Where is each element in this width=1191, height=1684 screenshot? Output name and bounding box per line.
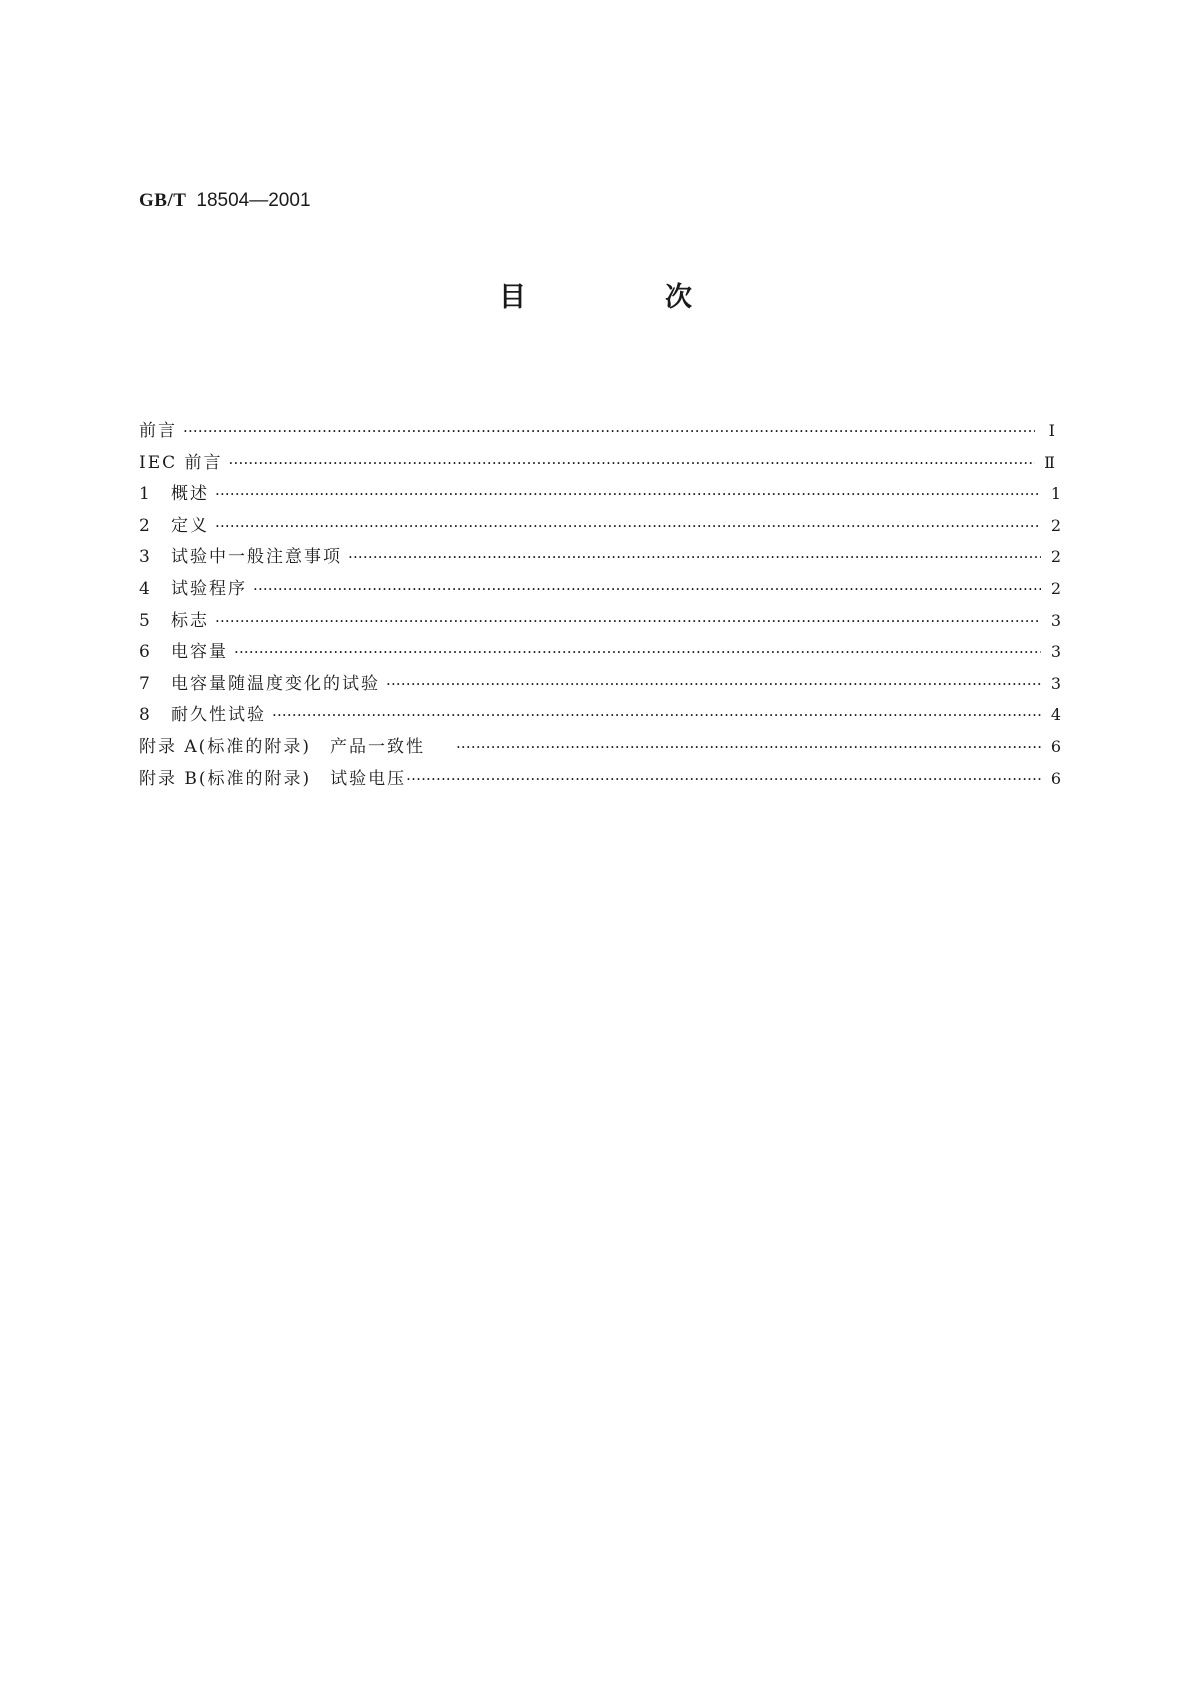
- toc-entry[interactable]: [139, 482, 1061, 514]
- toc-entry[interactable]: [139, 703, 1061, 735]
- toc-entry[interactable]: [139, 767, 1061, 799]
- toc-title: 目 次: [499, 282, 748, 313]
- toc-entry-page: 2: [1050, 547, 1061, 567]
- toc-entry-number: 5: [139, 610, 150, 631]
- toc-entry-leader: [348, 545, 1041, 569]
- toc-entry-label: 电容量随温度变化的试验: [171, 673, 380, 694]
- toc-entry-number: 7: [139, 673, 150, 694]
- toc-entry-page: Ⅰ: [1048, 421, 1055, 440]
- toc-entry-number: 1: [139, 484, 150, 505]
- toc-entry-page: Ⅱ: [1044, 452, 1055, 472]
- toc-entry-label: 耐久性试验: [171, 705, 266, 726]
- toc-entry-number: 3: [139, 547, 150, 568]
- toc-entry-label: 定义: [171, 515, 209, 536]
- toc-entry-page: 3: [1050, 673, 1061, 693]
- toc-entry[interactable]: [139, 640, 1061, 672]
- toc-entry-leader: [215, 514, 1041, 538]
- toc-entry[interactable]: [139, 577, 1061, 609]
- toc-entry-leader: [456, 735, 1041, 759]
- toc-entry-label: 附录 A(标准的附录) 产品一致性: [139, 736, 444, 757]
- toc-entry-leader: [272, 703, 1041, 727]
- table-of-contents: [139, 419, 1061, 798]
- toc-entry-label: 概述: [171, 484, 209, 505]
- toc-entry-page: 3: [1050, 610, 1061, 630]
- toc-entry-page: 4: [1050, 705, 1061, 725]
- standard-code-number: 18504—2001: [196, 190, 311, 211]
- toc-entry-page: 6: [1050, 768, 1061, 788]
- toc-entry-leader: [229, 451, 1035, 475]
- toc-entry-label: 附录 B(标准的附录) 试验电压: [139, 768, 407, 789]
- toc-entry[interactable]: [139, 419, 1061, 451]
- toc-entry-page: 2: [1050, 578, 1061, 598]
- toc-entry-page: 6: [1050, 736, 1061, 756]
- toc-entry[interactable]: [139, 451, 1061, 483]
- toc-entry[interactable]: [139, 514, 1061, 546]
- toc-entry-page: 3: [1050, 642, 1061, 662]
- toc-entry-leader: [386, 672, 1041, 696]
- toc-entry-number: 2: [139, 515, 150, 536]
- toc-entry-leader: [253, 577, 1041, 601]
- toc-entry-page: 2: [1050, 515, 1061, 535]
- toc-entry-label: 标志: [171, 610, 209, 631]
- standard-code-prefix: GB/T: [139, 190, 187, 211]
- toc-entry[interactable]: [139, 545, 1061, 577]
- toc-entry-number: 6: [139, 642, 150, 663]
- toc-entry[interactable]: [139, 735, 1061, 767]
- standard-code: [139, 188, 311, 213]
- toc-entry-number: 8: [139, 705, 150, 726]
- toc-entry-label: 试验程序: [171, 578, 247, 599]
- toc-entry-label: IEC 前言: [139, 452, 223, 473]
- toc-entry-leader: [234, 640, 1041, 664]
- toc-entry-leader: [215, 482, 1041, 506]
- toc-entry-leader: [215, 609, 1041, 633]
- toc-entry-label: 电容量: [171, 642, 228, 663]
- toc-entry-number: 4: [139, 578, 150, 599]
- toc-entry-page: 1: [1050, 484, 1061, 504]
- toc-entry[interactable]: [139, 609, 1061, 641]
- toc-entry-label: 前言: [139, 421, 177, 441]
- toc-entry-leader: [183, 419, 1035, 443]
- toc-entry-leader: [406, 767, 1041, 791]
- toc-entry[interactable]: [139, 672, 1061, 704]
- toc-entry-label: 试验中一般注意事项: [171, 547, 342, 568]
